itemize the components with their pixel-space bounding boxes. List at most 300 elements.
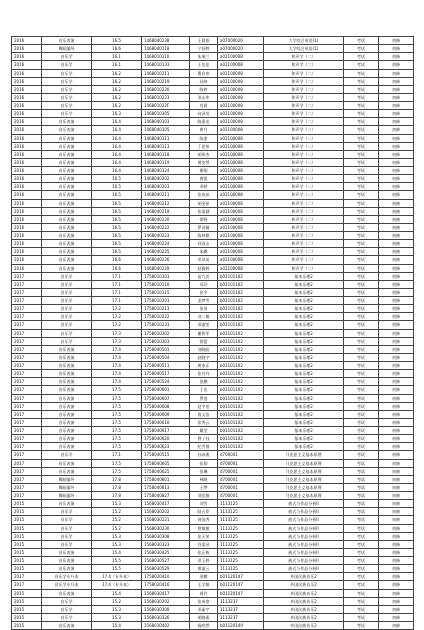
exam-type-cell: 考试 <box>344 142 379 150</box>
course-code-cell: a01100008 <box>218 69 264 77</box>
student-id-cell: 1468040113 <box>142 142 190 150</box>
table-row <box>12 199 414 207</box>
study-type-cell: 初修 <box>379 110 414 118</box>
course-code-cell: a01100008 <box>218 134 264 142</box>
grade-cell: 2016 <box>12 158 42 166</box>
student-name-cell: 王梦 <box>190 483 218 491</box>
study-type-cell: 初修 <box>379 573 414 581</box>
course-code-cell: b01101102 <box>218 443 264 451</box>
student-name-cell: 邓丽宇 <box>190 605 218 613</box>
course-code-cell: b01101102 <box>218 362 264 370</box>
class-cell: 17.5 <box>92 427 142 435</box>
grade-cell: 2016 <box>12 232 42 240</box>
table-row <box>12 61 414 69</box>
course-name-cell: 和声学（二） <box>264 215 344 223</box>
grade-cell: 2016 <box>12 199 42 207</box>
major-cell: 音乐学 <box>42 451 92 459</box>
grade-cell: 2017 <box>12 362 42 370</box>
course-code-cell: a01100008 <box>218 232 264 240</box>
exam-type-cell: 考试 <box>344 93 379 101</box>
student-id-cell: 1758010201 <box>142 297 190 305</box>
student-name-cell: 胡晓燕 <box>190 613 218 621</box>
study-type-cell: 初修 <box>379 61 414 69</box>
table-row <box>12 77 414 85</box>
major-cell: 音乐表演 <box>42 223 92 231</box>
grade-cell: 2017 <box>12 402 42 410</box>
exam-type-cell: 考试 <box>344 175 379 183</box>
class-cell: 16.4 <box>92 118 142 126</box>
student-name-cell: 张天荣 <box>190 532 218 540</box>
major-cell: 音乐学 <box>42 313 92 321</box>
study-type-cell: 初修 <box>379 158 414 166</box>
student-id-cell: 1468040119 <box>142 158 190 166</box>
exam-type-cell: 考试 <box>344 85 379 93</box>
course-code-cell: a01100008 <box>218 53 264 61</box>
course-code-cell: b01120147 <box>218 589 264 597</box>
student-id-cell: 1758010110 <box>142 280 190 288</box>
class-cell: 16.4 <box>92 134 142 142</box>
course-code-cell: 1113237 <box>218 613 264 621</box>
table-row <box>12 402 414 410</box>
grade-cell: 2016 <box>12 240 42 248</box>
exam-type-cell: 考试 <box>344 272 379 280</box>
student-name-cell: 唐凯 <box>190 175 218 183</box>
class-cell: 16.3 <box>92 110 142 118</box>
exam-type-cell: 考试 <box>344 427 379 435</box>
exam-type-cell: 考试 <box>344 199 379 207</box>
table-row <box>12 93 414 101</box>
student-name-cell: 陈銮 <box>190 134 218 142</box>
major-cell: 音乐表演 <box>42 435 92 443</box>
table-row <box>12 483 414 491</box>
table-row <box>12 264 414 272</box>
course-code-cell: 1113125 <box>218 508 264 516</box>
course-code-cell: b01101102 <box>218 435 264 443</box>
course-code-cell: a01100008 <box>218 167 264 175</box>
study-type-cell: 初修 <box>379 451 414 459</box>
major-cell: 音乐学 <box>42 53 92 61</box>
student-name-cell: 戴莹 <box>190 427 218 435</box>
class-cell: 17.2 <box>92 313 142 321</box>
grade-cell: 2017 <box>12 410 42 418</box>
class-cell: 17.8 <box>92 492 142 500</box>
course-name-cell: 马克思主义基本原理 <box>264 467 344 475</box>
grade-cell: 2017 <box>12 305 42 313</box>
class-cell: 16.5 <box>92 223 142 231</box>
table-row <box>12 378 414 386</box>
course-code-cell: 1113125 <box>218 516 264 524</box>
student-id-cell: 1758020410 <box>142 573 190 581</box>
table-row <box>12 475 414 483</box>
course-name-cell: 和声学（二） <box>264 77 344 85</box>
student-id-cell: 1758010222 <box>142 313 190 321</box>
table-row <box>12 418 414 426</box>
grade-cell: 2016 <box>12 110 42 118</box>
student-id-cell: 1758040517 <box>142 370 190 378</box>
student-name-cell: 林晓 <box>190 475 218 483</box>
exam-type-cell: 考试 <box>344 597 379 605</box>
study-type-cell: 初修 <box>379 77 414 85</box>
major-cell: 音乐表演 <box>42 410 92 418</box>
class-cell: 15.3 <box>92 613 142 621</box>
course-registration-table <box>11 36 414 630</box>
grade-cell: 2016 <box>12 150 42 158</box>
student-name-cell: 胡金星 <box>190 199 218 207</box>
student-name-cell: 张雨涵 <box>190 207 218 215</box>
major-cell: 音乐表演 <box>42 443 92 451</box>
student-id-cell: 1568030326 <box>142 613 190 621</box>
student-name-cell: 陈嘉龙 <box>190 118 218 126</box>
course-name-cell: 和声学（二） <box>264 142 344 150</box>
major-cell: 音乐表演 <box>42 459 92 467</box>
course-code-cell: b01101102 <box>218 280 264 288</box>
student-name-cell: 刘晓阳 <box>190 345 218 353</box>
major-cell: 音乐表演 <box>42 256 92 264</box>
table-row <box>12 435 414 443</box>
class-cell: 15.3 <box>92 605 142 613</box>
course-code-cell: a01100008 <box>218 126 264 134</box>
course-code-cell: 1113125 <box>218 565 264 573</box>
exam-type-cell: 考试 <box>344 500 379 508</box>
student-name-cell: 朱鹏 <box>190 248 218 256</box>
grade-cell: 2016 <box>12 45 42 53</box>
student-id-cell: 1568030425 <box>142 548 190 556</box>
course-code-cell: d700001 <box>218 467 264 475</box>
course-name-cell: 基本乐理2 <box>264 402 344 410</box>
major-cell: 音乐学 <box>42 532 92 540</box>
exam-type-cell: 考试 <box>344 183 379 191</box>
exam-type-cell: 考试 <box>344 313 379 321</box>
student-name-cell: 刘佳敏 <box>190 492 218 500</box>
table-row <box>12 158 414 166</box>
student-name-cell: 张翔 <box>190 459 218 467</box>
course-code-cell: a07000020 <box>218 45 264 53</box>
exam-type-cell: 考试 <box>344 240 379 248</box>
study-type-cell: 初修 <box>379 321 414 329</box>
major-cell: 音乐表演 <box>42 378 92 386</box>
student-id-cell: 1758040827 <box>142 492 190 500</box>
course-code-cell: a01100008 <box>218 207 264 215</box>
exam-type-cell: 考试 <box>344 524 379 532</box>
student-id-cell: 1568030202 <box>142 508 190 516</box>
table-row <box>12 150 414 158</box>
course-name-cell: 基本乐理2 <box>264 410 344 418</box>
course-name-cell: 基本乐理2 <box>264 313 344 321</box>
course-name-cell: 基本乐理2 <box>264 337 344 345</box>
course-code-cell: 1113125 <box>218 500 264 508</box>
class-cell: 17.4 <box>92 353 142 361</box>
class-cell: 17.4（专升本） <box>92 581 142 589</box>
student-id-cell: 1468040124 <box>142 167 190 175</box>
table-row <box>12 532 414 540</box>
study-type-cell: 初修 <box>379 142 414 150</box>
grade-cell: 2016 <box>12 134 42 142</box>
grade-cell: 2017 <box>12 459 42 467</box>
study-type-cell: 初修 <box>379 215 414 223</box>
grade-cell: 2015 <box>12 622 42 630</box>
class-cell: 16.6 <box>92 264 142 272</box>
grade-cell: 2016 <box>12 85 42 93</box>
major-cell: 音乐表演 <box>42 386 92 394</box>
major-cell: 音乐学 <box>42 272 92 280</box>
table-row <box>12 443 414 451</box>
class-cell: 17.5 <box>92 402 142 410</box>
grade-cell: 2016 <box>12 37 42 45</box>
student-id-cell: 1468040111 <box>142 134 190 142</box>
student-id-cell: 1568030309 <box>142 605 190 613</box>
grade-cell: 2017 <box>12 435 42 443</box>
table-row <box>12 613 414 621</box>
course-name-cell: 和声学（二） <box>264 118 344 126</box>
course-code-cell: b01101102 <box>218 394 264 402</box>
major-cell: 音乐表演 <box>42 427 92 435</box>
course-name-cell: 和声学（二） <box>264 134 344 142</box>
class-cell: 17.5 <box>92 467 142 475</box>
major-cell: 音乐学 <box>42 516 92 524</box>
student-id-cell: 1468040211 <box>142 191 190 199</box>
course-name-cell: 和声学（二） <box>264 126 344 134</box>
course-name-cell: 基本乐理2 <box>264 394 344 402</box>
table-row <box>12 288 414 296</box>
course-code-cell: d700001 <box>218 483 264 491</box>
course-name-cell: 马克思主义基本原理 <box>264 451 344 459</box>
major-cell: 音乐表演 <box>42 362 92 370</box>
grade-cell: 2017 <box>12 378 42 386</box>
study-type-cell: 初修 <box>379 492 414 500</box>
class-cell: 17.4 <box>92 378 142 386</box>
exam-type-cell: 考试 <box>344 443 379 451</box>
study-type-cell: 初修 <box>379 605 414 613</box>
major-cell: 舞蹈编导 <box>42 475 92 483</box>
study-type-cell: 初修 <box>379 45 414 53</box>
course-name-cell: 基本乐理2 <box>264 370 344 378</box>
class-cell: 17.1 <box>92 451 142 459</box>
major-cell: 音乐表演 <box>42 232 92 240</box>
exam-type-cell: 考试 <box>344 321 379 329</box>
study-type-cell: 初修 <box>379 353 414 361</box>
study-type-cell: 初修 <box>379 175 414 183</box>
exam-type-cell: 考试 <box>344 516 379 524</box>
student-id-cell: 1468010110 <box>142 53 190 61</box>
major-cell: 音乐表演 <box>42 215 92 223</box>
table-row <box>12 345 414 353</box>
student-name-cell: 张成豪 <box>190 597 218 605</box>
table-row <box>12 557 414 565</box>
study-type-cell: 初修 <box>379 622 414 630</box>
student-name-cell: 邓永华 <box>190 93 218 101</box>
table-row <box>12 386 414 394</box>
major-cell: 音乐学 <box>42 597 92 605</box>
table-row <box>12 459 414 467</box>
course-code-cell: b01120140 <box>218 622 264 630</box>
grade-cell: 2015 <box>12 524 42 532</box>
study-type-cell: 初修 <box>379 394 414 402</box>
student-id-cell: 1468040118 <box>142 45 190 53</box>
course-code-cell: b01120147 <box>218 573 264 581</box>
exam-type-cell: 考试 <box>344 362 379 370</box>
grade-cell: 2015 <box>12 597 42 605</box>
study-type-cell: 初修 <box>379 191 414 199</box>
student-name-cell: 张正栋 <box>190 548 218 556</box>
student-name-cell: 曾子钰 <box>190 435 218 443</box>
class-cell: 16.2 <box>92 77 142 85</box>
study-type-cell: 初修 <box>379 297 414 305</box>
major-cell: 音乐学 <box>42 69 92 77</box>
student-name-cell: 胡伟杰 <box>190 150 218 158</box>
student-name-cell: 黄淑云 <box>190 565 218 573</box>
table-row <box>12 573 414 581</box>
major-cell: 舞蹈编导 <box>42 492 92 500</box>
class-cell: 17.4 <box>92 362 142 370</box>
grade-cell: 2016 <box>12 207 42 215</box>
study-type-cell: 初修 <box>379 264 414 272</box>
student-name-cell: 邓淑雯 <box>190 321 218 329</box>
table-row <box>12 313 414 321</box>
student-name-cell: 张琳 <box>190 467 218 475</box>
major-cell: 音乐表演 <box>42 565 92 573</box>
course-name-cell: 和声学（二） <box>264 93 344 101</box>
grade-cell: 2015 <box>12 589 42 597</box>
grade-cell: 2017 <box>12 321 42 329</box>
student-name-cell: 陆占岸 <box>190 508 218 516</box>
student-name-cell: 王晨翔 <box>190 37 218 45</box>
course-name-cell: 和声学（二） <box>264 167 344 175</box>
table-row <box>12 508 414 516</box>
course-name-cell: 曲式与作品分析II <box>264 540 344 548</box>
course-name-cell: 外国民族音乐2 <box>264 622 344 630</box>
course-code-cell: b01101102 <box>218 370 264 378</box>
study-type-cell: 初修 <box>379 508 414 516</box>
course-name-cell: 曲式与作品分析II <box>264 532 344 540</box>
class-cell: 17.1 <box>92 297 142 305</box>
course-name-cell: 曲式与作品分析II <box>264 516 344 524</box>
table-row <box>12 248 414 256</box>
table-row <box>12 256 414 264</box>
grade-cell: 2016 <box>12 215 42 223</box>
table-row <box>12 110 414 118</box>
course-code-cell: a01100008 <box>218 150 264 158</box>
grade-cell: 2017 <box>12 329 42 337</box>
course-name-cell: 和声学（二） <box>264 53 344 61</box>
student-id-cell: 1758010213 <box>142 305 190 313</box>
major-cell: 音乐学 <box>42 297 92 305</box>
student-id-cell: 1468010133 <box>142 61 190 69</box>
course-code-cell: b01101102 <box>218 321 264 329</box>
class-cell: 16.5 <box>92 191 142 199</box>
major-cell: 音乐表演 <box>42 175 92 183</box>
exam-type-cell: 考试 <box>344 110 379 118</box>
class-cell: 16.5 <box>92 240 142 248</box>
exam-type-cell: 考试 <box>344 353 379 361</box>
study-type-cell: 初修 <box>379 427 414 435</box>
student-id-cell: 1758040623 <box>142 443 190 451</box>
grade-cell: 2016 <box>12 142 42 150</box>
student-name-cell: 周玲 <box>190 589 218 597</box>
course-name-cell: 外国民族音乐2 <box>264 613 344 621</box>
table-row <box>12 142 414 150</box>
major-cell: 音乐学 <box>42 605 92 613</box>
major-cell: 音乐表演 <box>42 548 92 556</box>
student-name-cell: 刘雪 <box>190 500 218 508</box>
grade-cell: 2016 <box>12 61 42 69</box>
table-row <box>12 597 414 605</box>
student-id-cell: 1568030417 <box>142 589 190 597</box>
grade-cell: 2017 <box>12 288 42 296</box>
study-type-cell: 初修 <box>379 150 414 158</box>
course-code-cell: a01100008 <box>218 191 264 199</box>
student-id-cell: 1568030323 <box>142 540 190 548</box>
table-row <box>12 540 414 548</box>
student-id-cell: 1758040607 <box>142 394 190 402</box>
student-id-cell: 1568030221 <box>142 516 190 524</box>
table-row <box>12 589 414 597</box>
major-cell: 音乐表演 <box>42 353 92 361</box>
study-type-cell: 初修 <box>379 613 414 621</box>
grade-cell: 2015 <box>12 540 42 548</box>
table-row <box>12 500 414 508</box>
course-name-cell: 和声学（二） <box>264 207 344 215</box>
class-cell: 17.8 <box>92 483 142 491</box>
exam-type-cell: 考试 <box>344 69 379 77</box>
student-id-cell: 1568030529 <box>142 565 190 573</box>
grade-cell: 2016 <box>12 264 42 272</box>
study-type-cell: 初修 <box>379 272 414 280</box>
student-id-cell: 1468040219 <box>142 207 190 215</box>
course-code-cell: a01100008 <box>218 183 264 191</box>
class-cell: 17.3 <box>92 329 142 337</box>
student-name-cell: 朱瑞兰 <box>190 53 218 61</box>
class-cell: 17.1 <box>92 288 142 296</box>
exam-type-cell: 考试 <box>344 345 379 353</box>
student-id-cell: 1468010223 <box>142 93 190 101</box>
major-cell: 音乐表演 <box>42 402 92 410</box>
study-type-cell: 初修 <box>379 362 414 370</box>
exam-type-cell: 考试 <box>344 402 379 410</box>
student-name-cell: 黄安然 <box>190 158 218 166</box>
study-type-cell: 初修 <box>379 597 414 605</box>
student-id-cell: 1468040222 <box>142 223 190 231</box>
table-row <box>12 240 414 248</box>
grade-cell: 2015 <box>12 565 42 573</box>
class-cell: 16.5 <box>92 207 142 215</box>
course-name-cell: 和声学（二） <box>264 256 344 264</box>
study-type-cell: 初修 <box>379 223 414 231</box>
course-name-cell: 基本乐理2 <box>264 280 344 288</box>
grade-cell: 2017 <box>12 337 42 345</box>
exam-type-cell: 考试 <box>344 305 379 313</box>
class-cell: 16.5 <box>92 199 142 207</box>
exam-type-cell: 考试 <box>344 77 379 85</box>
major-cell: 音乐学 <box>42 540 92 548</box>
major-cell: 音乐表演 <box>42 589 92 597</box>
student-id-cell: 1568030230 <box>142 524 190 532</box>
table-row <box>12 37 414 45</box>
course-code-cell: b01101102 <box>218 410 264 418</box>
student-id-cell: 1758040610 <box>142 418 190 426</box>
grade-cell: 2016 <box>12 223 42 231</box>
exam-type-cell: 考试 <box>344 134 379 142</box>
exam-type-cell: 考试 <box>344 532 379 540</box>
course-code-cell: a01100008 <box>218 248 264 256</box>
study-type-cell: 初修 <box>379 93 414 101</box>
exam-type-cell: 考试 <box>344 378 379 386</box>
student-id-cell: 1468040229 <box>142 264 190 272</box>
student-id-cell: 1468010219 <box>142 77 190 85</box>
grade-cell: 2017 <box>12 483 42 491</box>
student-name-cell: 王佳伦 <box>190 61 218 69</box>
exam-type-cell: 考试 <box>344 508 379 516</box>
study-type-cell: 初修 <box>379 500 414 508</box>
